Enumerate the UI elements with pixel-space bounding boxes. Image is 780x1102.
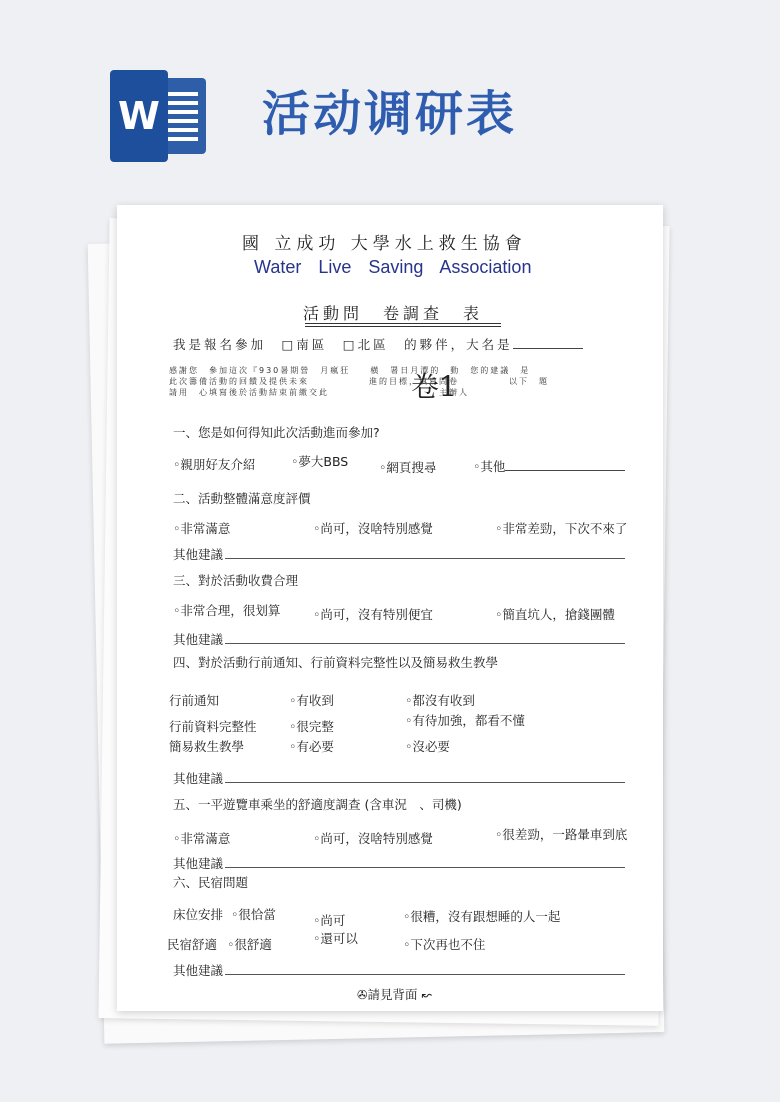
thanks-paragraph — [169, 365, 639, 398]
intro-line — [173, 335, 583, 353]
s6-comfort-good[interactable]: ◦很舒適 — [227, 937, 272, 952]
other-blank[interactable] — [505, 458, 625, 471]
s5-option-bad[interactable]: ◦很差勁，一路暈車到底 — [495, 827, 628, 842]
s1-option-web[interactable]: ◦網頁搜尋 — [379, 460, 437, 475]
suggest-blank[interactable] — [225, 963, 625, 975]
s1-option-friends[interactable]: ◦親朋好友介紹 — [173, 457, 256, 472]
s6-mid-fine[interactable]: ◦還可以 — [313, 931, 358, 946]
word-logo-icon — [110, 70, 206, 162]
suggest-label: 其他建議 — [173, 963, 224, 978]
org-name-zh: 國 立成功 大學水上救生協會 — [242, 234, 527, 254]
see-back-note: ✇請見背面 ↜ — [357, 987, 432, 1002]
section-3-title: 三、對於活動收費合理 — [173, 573, 299, 588]
section-1-title: 一、您是如何得知此次活動進而參加? — [173, 425, 380, 440]
s6-bed-bad[interactable]: ◦很糟，沒有跟想睡的人一起 — [403, 909, 561, 924]
thanks-line: 感謝您 參加這次『930暑期營 月瘋狂 橫 署日月潭的 動 您的建議 是 — [169, 366, 531, 375]
s4-row-opt-yes[interactable]: ◦有收到 — [289, 693, 334, 708]
section-2-title: 二、活動整體滿意度評價 — [173, 491, 311, 506]
section-4-title: 四、對於活動行前通知、行前資料完整性以及簡易救生教學 — [173, 655, 499, 670]
s4-row-label: 行前通知 — [169, 693, 220, 708]
s6-comfort-bad[interactable]: ◦下次再也不住 — [403, 937, 486, 952]
s3-option-ok[interactable]: ◦尚可，沒有特別便宜 — [313, 607, 433, 622]
s1-option-other[interactable] — [473, 457, 625, 475]
s4-row-opt-no[interactable]: ◦都沒有收到 — [405, 693, 475, 708]
s3-option-reasonable[interactable]: ◦非常合理，很划算 — [173, 603, 281, 618]
section-5-title: 五、一平遊覽車乘坐的舒適度調查 (含車況 、司機) — [173, 797, 462, 812]
title-underline — [305, 323, 501, 327]
s4-row-label: 行前資料完整性 — [169, 719, 257, 734]
name-blank[interactable] — [513, 336, 583, 349]
suggest-blank[interactable] — [225, 632, 625, 644]
s2-option-ok[interactable]: ◦尚可，沒啥特別感覺 — [313, 521, 433, 536]
thanks-line: 此次籌備活動的回饋及提供未來 進的目標，填寫問卷 以下 題 — [169, 377, 549, 386]
s4-suggest[interactable] — [173, 769, 625, 787]
s1-option-bbs[interactable]: ◦夢大BBS — [291, 454, 349, 469]
suggest-label: 其他建議 — [173, 856, 224, 871]
form-title: 活動問 卷調查 表 — [303, 304, 484, 323]
page-title: 活动调研表 — [262, 86, 518, 142]
suggest-blank[interactable] — [225, 771, 625, 783]
s1-option-other-label: ◦其他 — [473, 459, 506, 474]
s5-option-ok[interactable]: ◦尚可，沒啥特別感覺 — [313, 831, 433, 846]
thanks-line: 請用 心填寫後於活動結束前繳交此 主辦人 — [169, 388, 469, 397]
s2-option-bad[interactable]: ◦非常差勁，下次不來了 — [495, 521, 628, 536]
s4-row-opt-no[interactable]: ◦沒必要 — [405, 739, 450, 754]
s2-option-very-satisfied[interactable]: ◦非常滿意 — [173, 521, 231, 536]
s6-suggest[interactable] — [173, 961, 625, 979]
s2-suggest[interactable] — [173, 545, 625, 563]
s4-row-opt-no[interactable]: ◦有待加強，都看不懂 — [405, 713, 525, 728]
s4-row-opt-yes[interactable]: ◦很完整 — [289, 719, 334, 734]
s3-suggest[interactable] — [173, 630, 625, 648]
s6-bed-label: 床位安排 — [173, 907, 224, 922]
s5-option-very-satisfied[interactable]: ◦非常滿意 — [173, 831, 231, 846]
page-header — [0, 0, 780, 200]
org-name-en: Water Live Saving Association — [254, 257, 532, 277]
s3-option-ripoff[interactable]: ◦簡直坑人，搶錢團體 — [495, 607, 615, 622]
s6-comfort-label: 民宿舒適 — [167, 937, 218, 952]
suggest-label: 其他建議 — [173, 771, 224, 786]
suggest-label: 其他建議 — [173, 632, 224, 647]
word-logo-letter: W — [110, 70, 168, 162]
s5-suggest[interactable] — [173, 854, 625, 872]
suggest-blank[interactable] — [225, 547, 625, 559]
s6-mid-ok[interactable]: ◦尚可 — [313, 913, 346, 928]
section-6-title: 六、民宿問題 — [173, 875, 249, 890]
overlay-glyph: 卷1 — [411, 370, 457, 403]
intro-text: 我是報名參加 □南區 □北區 的夥伴，大名是 — [173, 337, 513, 352]
s6-bed-good[interactable]: ◦很恰當 — [231, 907, 276, 922]
s4-row-opt-yes[interactable]: ◦有必要 — [289, 739, 334, 754]
s4-row-label: 簡易救生教學 — [169, 739, 245, 754]
suggest-label: 其他建議 — [173, 547, 224, 562]
suggest-blank[interactable] — [225, 856, 625, 868]
survey-form — [117, 205, 663, 1011]
